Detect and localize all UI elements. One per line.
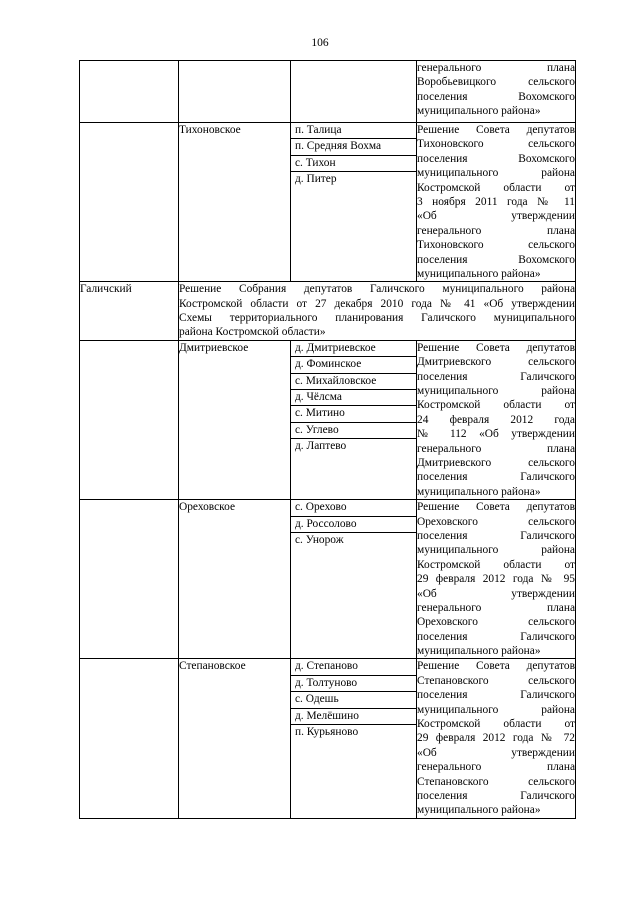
places-cell <box>291 340 417 499</box>
table-row <box>80 123 576 282</box>
document-line: Костромской области от <box>417 718 575 731</box>
place-item: п. Талица <box>291 123 416 139</box>
document-line: поселения Галичского <box>417 630 575 643</box>
document-line: Степановского сельского <box>417 674 575 687</box>
document-line: Тихоновского сельского <box>417 138 575 151</box>
page-number: 106 <box>311 37 329 49</box>
document-line: Дмитриевского сельского <box>417 456 575 469</box>
document-cell <box>417 340 576 499</box>
document-line: Решение Совета депутатов <box>417 660 575 673</box>
document-line: муниципального района <box>417 703 575 716</box>
document-cell <box>417 500 576 659</box>
table-row <box>80 500 576 659</box>
document-line: муниципального района» <box>417 105 541 118</box>
document-line: генерального плана <box>417 761 575 774</box>
place-item: д. Россолово <box>291 517 416 533</box>
places-cell <box>291 500 417 659</box>
document-line: 24 февраля 2012 года <box>417 413 575 426</box>
place-item: с. Митино <box>291 406 416 422</box>
rayon-name: Галичский <box>80 282 179 341</box>
document-line: муниципального района» <box>417 645 541 658</box>
places-cell <box>291 659 417 818</box>
rayon-cell <box>80 123 179 282</box>
document-line: поселения Вохомского <box>417 152 575 165</box>
document-line: муниципального района <box>417 167 575 180</box>
places-cell <box>291 123 417 282</box>
document-line: генерального плана <box>417 62 575 74</box>
settlement-name: Ореховское <box>179 500 291 659</box>
rayon-cell <box>80 340 179 499</box>
document-line: 29 февраля 2012 года № 72 <box>417 732 575 745</box>
document-line: муниципального района <box>417 544 575 557</box>
document-line: Решение Совета депутатов <box>417 124 575 136</box>
document-line: 29 февраля 2012 года № 95 <box>417 573 575 586</box>
place-item: с. Углево <box>291 423 416 439</box>
place-item: с. Орехово <box>291 500 416 516</box>
document-line: генерального плана <box>417 601 575 614</box>
settlement-cell <box>179 61 291 123</box>
rayon-cell <box>80 500 179 659</box>
document-cell <box>417 61 576 123</box>
document-line: № 112 «Об утверждении <box>417 428 575 441</box>
document-line: Решение Совета депутатов <box>417 501 575 514</box>
rayon-decision <box>179 282 576 341</box>
settlements-table <box>79 60 576 819</box>
place-item: д. Толтуново <box>291 676 416 692</box>
document-line: поселения Галичского <box>417 689 575 702</box>
place-item: с. Одешь <box>291 692 416 708</box>
document-line: Дмитриевского сельского <box>417 356 575 369</box>
document-line: Решение Совета депутатов <box>417 341 575 354</box>
decision-line: Решение Собрания депутатов Галичского муниципального района <box>179 283 575 296</box>
document-line: поселения Вохомского <box>417 253 575 266</box>
settlement-name: Степановское <box>179 659 291 818</box>
table-row <box>80 282 576 341</box>
place-item: д. Фоминское <box>291 357 416 373</box>
document-line: Тихоновского сельского <box>417 239 575 252</box>
place-item: д. Степаново <box>291 659 416 675</box>
place-item: с. Михайловское <box>291 374 416 390</box>
decision-line: района Костромской области» <box>179 326 326 339</box>
document-line: Костромской области от <box>417 399 575 412</box>
document-line: муниципального района» <box>417 804 541 817</box>
rayon-cell <box>80 659 179 818</box>
document-line: генерального плана <box>417 224 575 237</box>
document-line: 3 ноября 2011 года № 11 <box>417 195 575 208</box>
place-item: д. Дмитриевское <box>291 341 416 357</box>
place-item: с. Тихон <box>291 156 416 172</box>
place-item: д. Мелёшино <box>291 709 416 725</box>
rayon-cell <box>80 61 179 123</box>
decision-line: Схемы территориального планирования Галичского муниципального <box>179 312 575 325</box>
document-line: муниципального района» <box>417 267 541 280</box>
document-line: Костромской области от <box>417 181 575 194</box>
document-line: поселения Галичского <box>417 471 575 484</box>
document-cell <box>417 659 576 818</box>
place-item: д. Чёлсма <box>291 390 416 406</box>
place-item: п. Курьяново <box>295 726 359 739</box>
place-item: д. Лаптево <box>295 440 347 453</box>
document-line: поселения Галичского <box>417 370 575 383</box>
place-item: д. Питер <box>295 173 337 186</box>
table-row <box>80 61 576 123</box>
decision-line: Костромской области от 27 декабря 2010 года № 41 «Об утверждении <box>179 297 575 310</box>
document-line: Костромской области от <box>417 558 575 571</box>
document-line: «Об утверждении <box>417 210 575 223</box>
document-line: поселения Галичского <box>417 789 575 802</box>
document-line: Степановского сельского <box>417 775 575 788</box>
table-row <box>80 340 576 499</box>
place-item: п. Средняя Вохма <box>291 139 416 155</box>
place-item: с. Унорож <box>295 533 344 546</box>
table-row <box>80 659 576 818</box>
document-line: муниципального района <box>417 385 575 398</box>
document-cell <box>417 123 576 282</box>
document-line: поселения Вохомского <box>417 90 575 103</box>
places-cell <box>291 61 417 123</box>
settlement-name: Тихоновское <box>179 123 291 282</box>
document-line: «Об утверждении <box>417 746 575 759</box>
document-line: поселения Галичского <box>417 529 575 542</box>
settlement-name: Дмитриевское <box>179 340 291 499</box>
document-line: муниципального района» <box>417 485 541 498</box>
document-line: Ореховского сельского <box>417 616 575 629</box>
document-line: Воробьевицкого сельского <box>417 76 575 89</box>
document-line: «Об утверждении <box>417 587 575 600</box>
document-line: генерального плана <box>417 442 575 455</box>
document-line: Ореховского сельского <box>417 515 575 528</box>
